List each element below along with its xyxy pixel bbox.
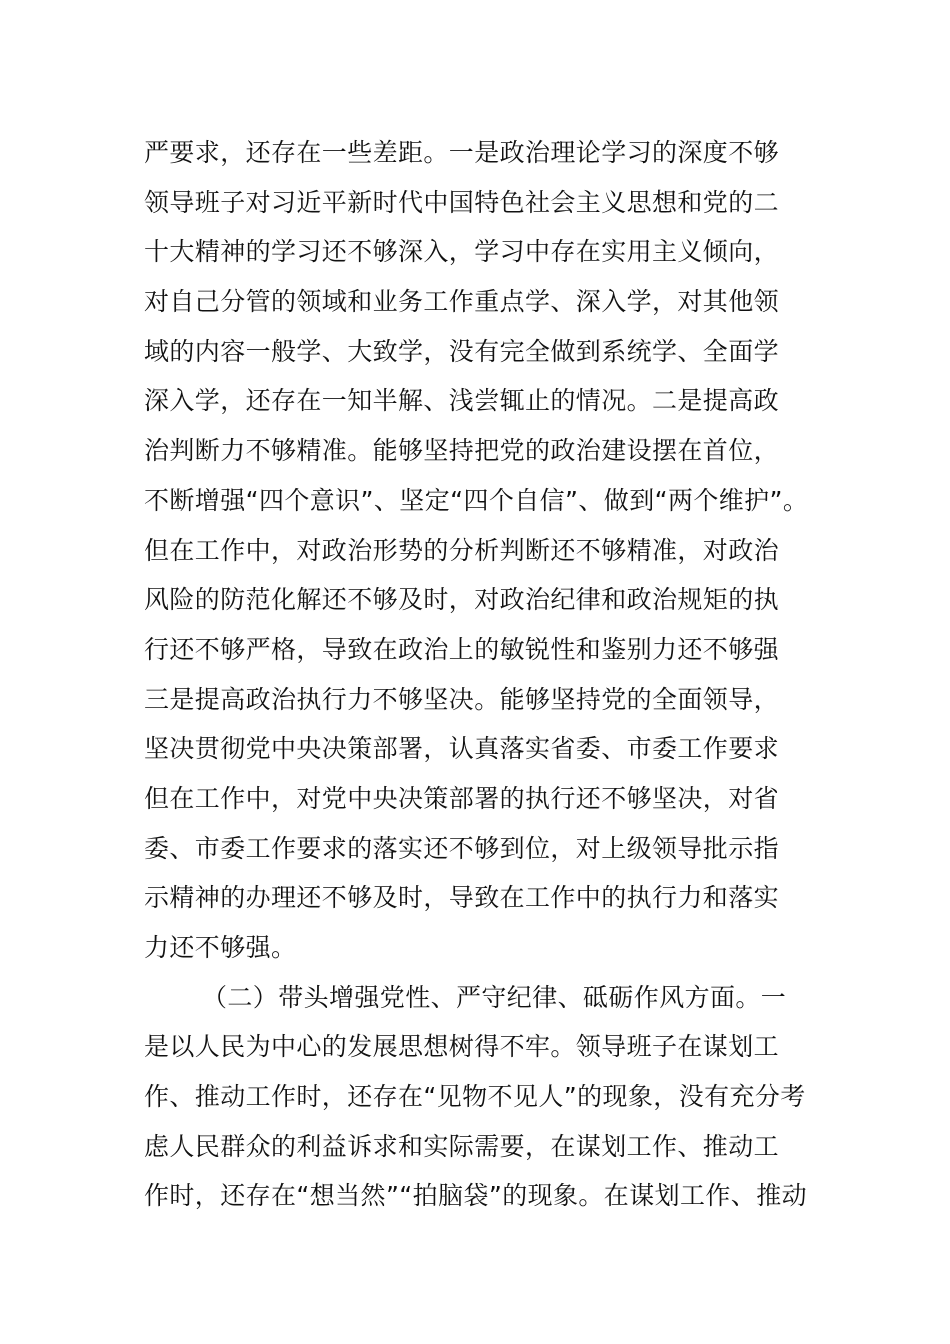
text-line: 作、推动工作时，还存在“见物不见人”的现象，没有充分考 xyxy=(144,1082,806,1112)
text-line: 风险的防范化解还不够及时，对政治纪律和政治规矩的执 xyxy=(144,585,780,615)
body-text xyxy=(144,128,824,1221)
text-line: 对自己分管的领域和业务工作重点学、深入学，对其他领 xyxy=(144,287,780,317)
text-line: 三是提高政治执行力不够坚决。能够坚持党的全面领导， xyxy=(144,684,780,714)
text-line: 行还不够严格，导致在政治上的敏锐性和鉴别力还不够强 xyxy=(144,634,780,664)
text-line: 治判断力不够精准。能够坚持把党的政治建设摆在首位， xyxy=(144,436,780,466)
text-line: 虑人民群众的利益诉求和实际需要，在谋划工作、推动工 xyxy=(144,1131,780,1161)
text-line: 严要求，还存在一些差距。一是政治理论学习的深度不够 xyxy=(144,138,780,167)
section-heading-line: （二）带头增强党性、严守纪律、砥砺作风方面。一 xyxy=(202,982,787,1012)
text-line: 域的内容一般学、大致学，没有完全做到系统学、全面学 xyxy=(144,336,780,366)
text-line: 是以人民为中心的发展思想树得不牢。领导班子在谋划工 xyxy=(144,1032,780,1062)
text-line: 坚决贯彻党中央决策部署，认真落实省委、市委工作要求 xyxy=(144,734,780,764)
text-line: 力还不够强。 xyxy=(144,933,297,962)
text-line: 十大精神的学习还不够深入，学习中存在实用主义倾向， xyxy=(144,237,780,267)
text-line: 不断增强“四个意识”、坚定“四个自信”、做到“两个维护”。 xyxy=(144,485,809,515)
text-line: 但在工作中，对党中央决策部署的执行还不够坚决，对省 xyxy=(144,783,780,813)
text-line: 示精神的办理还不够及时，导致在工作中的执行力和落实 xyxy=(144,883,780,913)
text-line: 领导班子对习近平新时代中国特色社会主义思想和党的二 xyxy=(144,187,780,217)
text-line: 委、市委工作要求的落实还不够到位，对上级领导批示指 xyxy=(144,833,780,863)
text-line: 作时，还存在“想当然”“拍脑袋”的现象。在谋划工作、推动 xyxy=(144,1181,808,1211)
text-line: 但在工作中，对政治形势的分析判断还不够精准，对政治 xyxy=(144,535,780,565)
text-line: 深入学，还存在一知半解、浅尝辄止的情况。二是提高政 xyxy=(144,386,780,416)
